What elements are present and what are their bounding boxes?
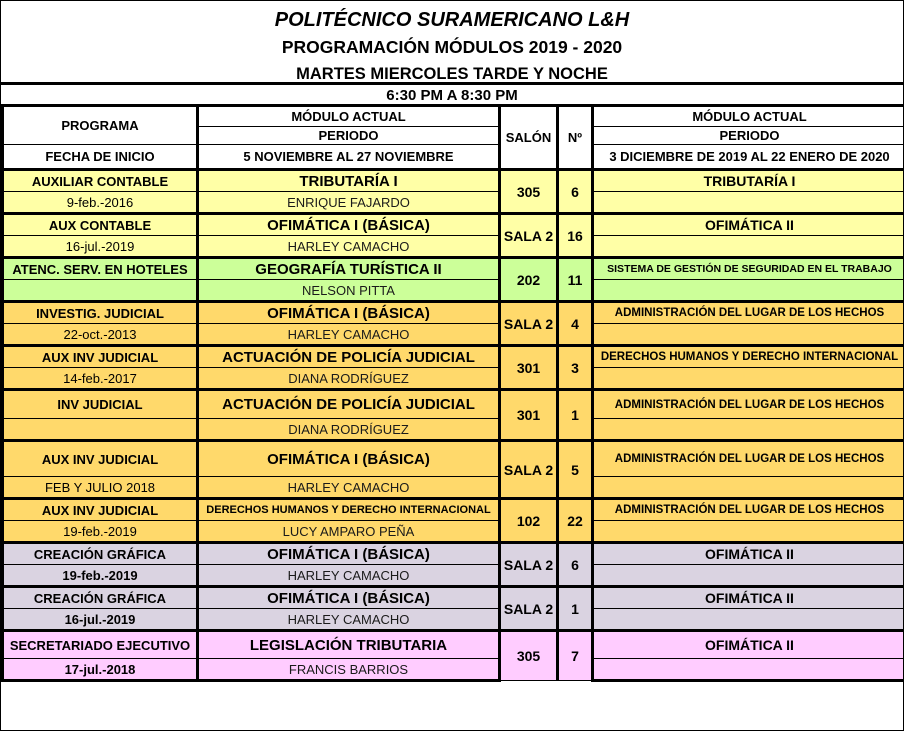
program-cell: AUX INV JUDICIAL (3, 441, 198, 477)
next-module-empty-cell (593, 477, 904, 499)
next-module-empty-cell (593, 521, 904, 543)
module-cell: DERECHOS HUMANOS Y DERECHO INTERNACIONAL (198, 499, 500, 521)
next-module-cell: ADMINISTRACIÓN DEL LUGAR DE LOS HECHOS (593, 499, 904, 521)
number-cell: 22 (558, 499, 593, 543)
next-module-cell: TRIBUTARÍA I (593, 170, 904, 192)
room-cell: 305 (500, 170, 558, 214)
room-cell: 305 (500, 631, 558, 681)
program-cell: SECRETARIADO EJECUTIVO (3, 631, 198, 659)
time-banner: 6:30 PM A 8:30 PM (1, 82, 903, 104)
start-date-cell: 16-jul.-2019 (3, 609, 198, 631)
room-cell: SALA 2 (500, 543, 558, 587)
schedule-table (1, 104, 904, 682)
program-cell: ATENC. SERV. EN HOTELES (3, 258, 198, 280)
header-salon: SALÓN (500, 106, 558, 170)
module-cell: OFIMÁTICA I (BÁSICA) (198, 543, 500, 565)
teacher-cell: HARLEY CAMACHO (198, 477, 500, 499)
header-periodo-2-dates: 3 DICIEMBRE DE 2019 AL 22 ENERO DE 2020 (593, 145, 904, 170)
module-cell: GEOGRAFÍA TURÍSTICA II (198, 258, 500, 280)
number-cell: 3 (558, 346, 593, 390)
header-modulo-actual-2: MÓDULO ACTUAL (593, 106, 904, 127)
module-cell: ACTUACIÓN DE POLICÍA JUDICIAL (198, 346, 500, 368)
room-cell: SALA 2 (500, 214, 558, 258)
next-module-empty-cell (593, 419, 904, 441)
next-module-cell: SISTEMA DE GESTIÓN DE SEGURIDAD EN EL TRABAJO (593, 258, 904, 280)
number-cell: 1 (558, 390, 593, 441)
module-cell: OFIMÁTICA I (BÁSICA) (198, 214, 500, 236)
next-module-empty-cell (593, 192, 904, 214)
teacher-cell: FRANCIS BARRIOS (198, 659, 500, 681)
room-cell: 301 (500, 390, 558, 441)
room-cell: 202 (500, 258, 558, 302)
number-cell: 11 (558, 258, 593, 302)
program-cell: AUX INV JUDICIAL (3, 499, 198, 521)
room-cell: 102 (500, 499, 558, 543)
start-date-cell: 16-jul.-2019 (3, 236, 198, 258)
next-module-empty-cell (593, 565, 904, 587)
next-module-empty-cell (593, 368, 904, 390)
teacher-cell: DIANA RODRÍGUEZ (198, 419, 500, 441)
next-module-cell: ADMINISTRACIÓN DEL LUGAR DE LOS HECHOS (593, 390, 904, 419)
next-module-empty-cell (593, 659, 904, 681)
room-cell: SALA 2 (500, 587, 558, 631)
teacher-cell: HARLEY CAMACHO (198, 236, 500, 258)
program-cell: AUX INV JUDICIAL (3, 346, 198, 368)
start-date-cell: 19-feb.-2019 (3, 565, 198, 587)
room-cell: 301 (500, 346, 558, 390)
module-cell: ACTUACIÓN DE POLICÍA JUDICIAL (198, 390, 500, 419)
next-module-cell: OFIMÁTICA II (593, 587, 904, 609)
next-module-empty-cell (593, 324, 904, 346)
header-fecha-inicio: FECHA DE INICIO (3, 145, 198, 170)
teacher-cell: HARLEY CAMACHO (198, 609, 500, 631)
program-cell: CREACIÓN GRÁFICA (3, 543, 198, 565)
next-module-cell: OFIMÁTICA II (593, 631, 904, 659)
start-date-cell (3, 280, 198, 302)
school-title: POLITÉCNICO SURAMERICANO L&H (274, 9, 630, 31)
header-periodo-1-dates: 5 NOVIEMBRE AL 27 NOVIEMBRE (198, 145, 500, 170)
program-cell: AUX CONTABLE (3, 214, 198, 236)
next-module-empty-cell (593, 236, 904, 258)
next-module-empty-cell (593, 609, 904, 631)
next-module-cell: ADMINISTRACIÓN DEL LUGAR DE LOS HECHOS (593, 441, 904, 477)
next-module-empty-cell (593, 280, 904, 302)
next-module-cell: DERECHOS HUMANOS Y DERECHO INTERNACIONAL (593, 346, 904, 368)
start-date-cell (3, 419, 198, 441)
header-modulo-actual-1: MÓDULO ACTUAL (198, 106, 500, 127)
module-cell: OFIMÁTICA I (BÁSICA) (198, 441, 500, 477)
number-cell: 6 (558, 543, 593, 587)
room-cell: SALA 2 (500, 441, 558, 499)
module-cell: TRIBUTARÍA I (198, 170, 500, 192)
teacher-cell: LUCY AMPARO PEÑA (198, 521, 500, 543)
teacher-cell: HARLEY CAMACHO (198, 324, 500, 346)
start-date-cell: FEB Y JULIO 2018 (3, 477, 198, 499)
start-date-cell: 19-feb.-2019 (3, 521, 198, 543)
start-date-cell: 22-oct.-2013 (3, 324, 198, 346)
schedule-days: MARTES MIERCOLES TARDE Y NOCHE (296, 65, 608, 83)
module-cell: OFIMÁTICA I (BÁSICA) (198, 587, 500, 609)
program-cell: AUXILIAR CONTABLE (3, 170, 198, 192)
header-numero: Nº (558, 106, 593, 170)
start-date-cell: 17-jul.-2018 (3, 659, 198, 681)
program-cell: CREACIÓN GRÁFICA (3, 587, 198, 609)
next-module-cell: ADMINISTRACIÓN DEL LUGAR DE LOS HECHOS (593, 302, 904, 324)
schedule-subtitle: PROGRAMACIÓN MÓDULOS 2019 - 2020 (281, 37, 623, 57)
header-periodo-1: PERIODO (198, 127, 500, 145)
next-module-cell: OFIMÁTICA II (593, 214, 904, 236)
module-cell: OFIMÁTICA I (BÁSICA) (198, 302, 500, 324)
header-programa: PROGRAMA (3, 106, 198, 145)
header-periodo-2: PERIODO (593, 127, 904, 145)
title-block (1, 1, 903, 82)
number-cell: 7 (558, 631, 593, 681)
teacher-cell: DIANA RODRÍGUEZ (198, 368, 500, 390)
number-cell: 4 (558, 302, 593, 346)
room-cell: SALA 2 (500, 302, 558, 346)
teacher-cell: HARLEY CAMACHO (198, 565, 500, 587)
number-cell: 16 (558, 214, 593, 258)
number-cell: 6 (558, 170, 593, 214)
module-cell: LEGISLACIÓN TRIBUTARIA (198, 631, 500, 659)
program-cell: INVESTIG. JUDICIAL (3, 302, 198, 324)
number-cell: 5 (558, 441, 593, 499)
next-module-cell: OFIMÁTICA II (593, 543, 904, 565)
start-date-cell: 14-feb.-2017 (3, 368, 198, 390)
program-cell: INV JUDICIAL (3, 390, 198, 419)
start-date-cell: 9-feb.-2016 (3, 192, 198, 214)
teacher-cell: ENRIQUE FAJARDO (198, 192, 500, 214)
teacher-cell: NELSON PITTA (198, 280, 500, 302)
number-cell: 1 (558, 587, 593, 631)
